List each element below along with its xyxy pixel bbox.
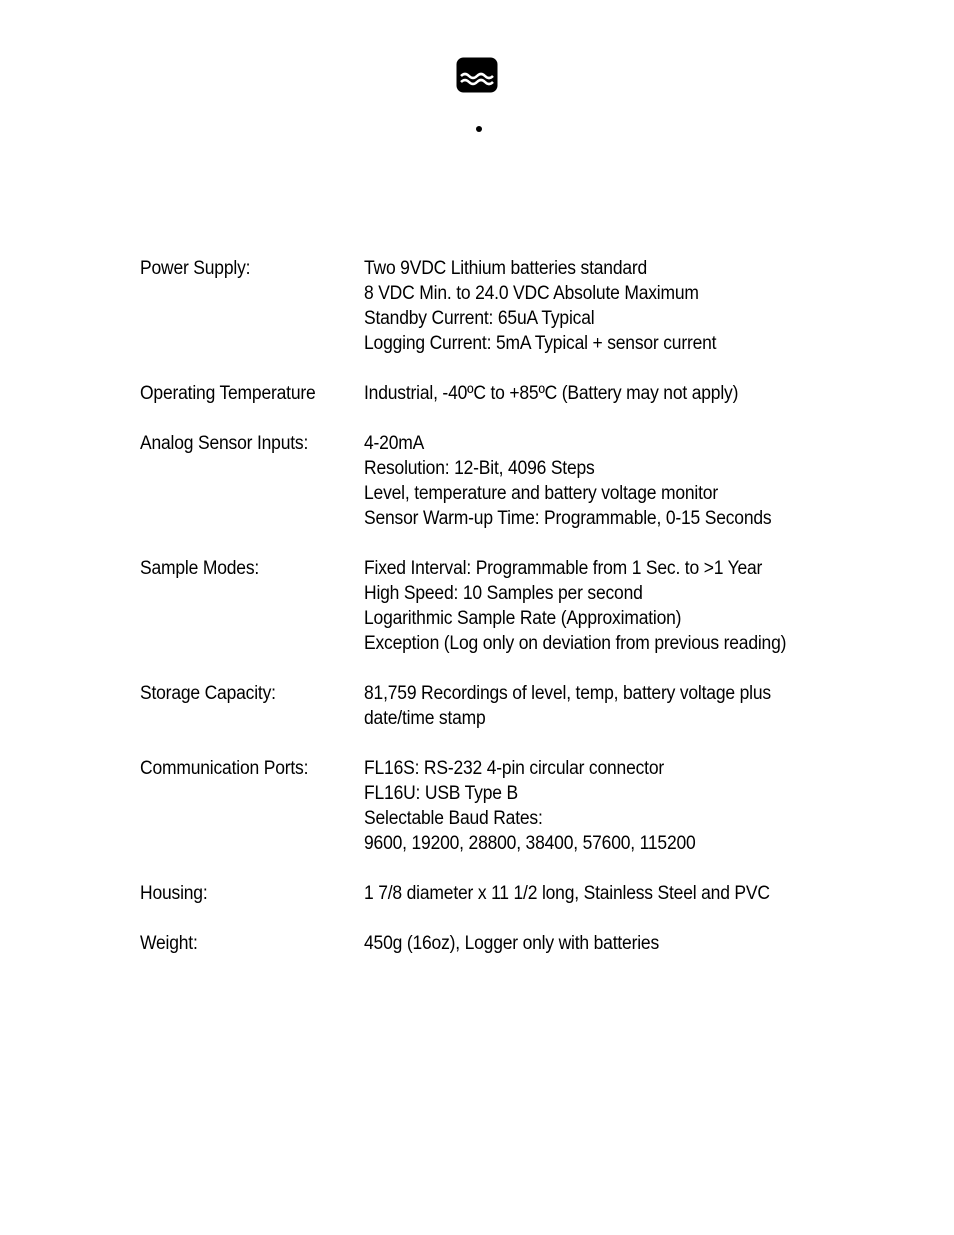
spec-value-line: Level, temperature and battery voltage monitor	[364, 483, 718, 504]
spec-value-line: 1 7/8 diameter x 11 1/2 long, Stainless Steel and PVC	[364, 883, 770, 904]
water-waves-icon	[456, 57, 498, 93]
spec-value-line: FL16S: RS-232 4-pin circular connector	[364, 758, 665, 779]
spec-value-line: 9600, 19200, 28800, 38400, 57600, 115200	[364, 833, 696, 854]
spec-value-line: High Speed: 10 Samples per second	[364, 583, 643, 604]
spec-row	[140, 681, 840, 731]
spec-value-line: FL16U: USB Type B	[364, 783, 518, 804]
spec-value-line: 81,759 Recordings of level, temp, battery voltage plus	[364, 683, 771, 704]
spec-values	[364, 381, 840, 406]
spec-row	[140, 256, 840, 356]
spec-row	[140, 431, 840, 531]
spec-row	[140, 881, 840, 906]
spec-values	[364, 756, 840, 856]
spec-label: Power Supply:	[140, 258, 251, 279]
spec-value-line: Industrial, -40ºC to +85ºC (Battery may not apply)	[364, 383, 739, 404]
spec-values	[364, 931, 840, 956]
spec-label: Weight:	[140, 933, 198, 954]
spec-row	[140, 381, 840, 406]
spec-value-line: Resolution: 12-Bit, 4096 Steps	[364, 458, 595, 479]
spec-value-line: 8 VDC Min. to 24.0 VDC Absolute Maximum	[364, 283, 699, 304]
spec-value-line: Selectable Baud Rates:	[364, 808, 543, 829]
spec-value-line: Sensor Warm-up Time: Programmable, 0-15 Seconds	[364, 508, 772, 529]
spec-value-line: 4-20mA	[364, 433, 425, 454]
spec-row	[140, 756, 840, 856]
spec-value-line: Two 9VDC Lithium batteries standard	[364, 258, 648, 279]
spec-values	[364, 431, 840, 531]
spec-value-line: Logarithmic Sample Rate (Approximation)	[364, 608, 682, 629]
spec-label: Analog Sensor Inputs:	[140, 433, 309, 454]
spec-values	[364, 256, 840, 356]
spec-value-line: Logging Current: 5mA Typical + sensor current	[364, 333, 717, 354]
spec-values	[364, 681, 840, 731]
specifications-list	[140, 256, 840, 981]
spec-label: Operating Temperature	[140, 383, 316, 404]
spec-row	[140, 931, 840, 956]
spec-value-line: 450g (16oz), Logger only with batteries	[364, 933, 660, 954]
spec-row	[140, 556, 840, 656]
spec-values	[364, 556, 840, 656]
spec-value-line: Standby Current: 65uA Typical	[364, 308, 595, 329]
spec-values	[364, 881, 840, 906]
spec-value-line: date/time stamp	[364, 708, 486, 729]
spec-label: Housing:	[140, 883, 208, 904]
spec-label: Storage Capacity:	[140, 683, 276, 704]
spec-value-line: Exception (Log only on deviation from previous reading)	[364, 633, 787, 654]
spec-label: Sample Modes:	[140, 558, 260, 579]
bullet-point	[476, 126, 482, 132]
spec-value-line: Fixed Interval: Programmable from 1 Sec. to >1 Year	[364, 558, 763, 579]
spec-label: Communication Ports:	[140, 758, 309, 779]
